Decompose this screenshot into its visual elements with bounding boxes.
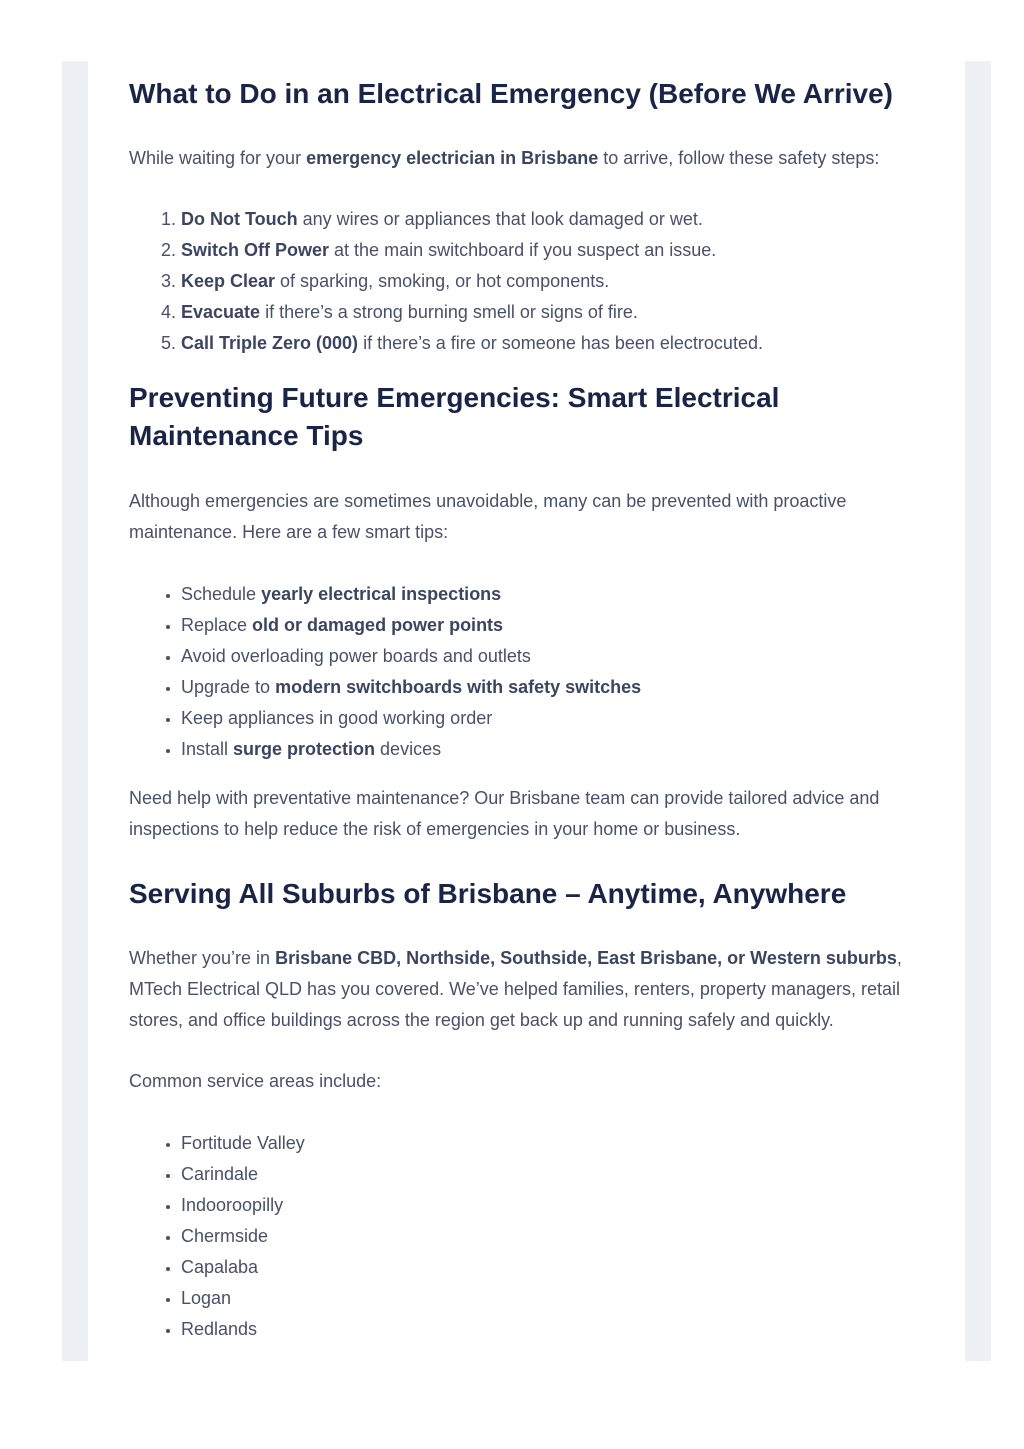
maintenance-tip <box>181 641 929 672</box>
safety-step-title: Evacuate <box>181 302 261 322</box>
safety-step <box>181 204 929 235</box>
heading-preventing: Preventing Future Emergencies: Smart Electrical Maintenance Tips <box>129 382 780 451</box>
safety-step-title: Keep Clear <box>181 271 276 291</box>
tip-bold: surge protection <box>233 739 376 759</box>
safety-step <box>181 266 929 297</box>
service-area-item: • Redlands <box>181 1314 929 1345</box>
maintenance-tip <box>181 579 929 610</box>
tip-text-end: devices <box>375 739 442 759</box>
tip-bold: old or damaged power points <box>252 615 504 635</box>
emergency-intro-paragraph <box>129 143 929 174</box>
maintenance-tips-list <box>129 579 929 765</box>
emergency-intro-bold: emergency electrician in Brisbane <box>306 148 599 168</box>
maintenance-help-paragraph: Need help with preventative maintenance? Our Brisbane team can provide tailored advice and inspections to help reduce the risk of emergencies in your home or business. <box>129 788 880 839</box>
serving-paragraph <box>129 943 929 1036</box>
tip-text: Avoid overloading power boards and outlets <box>181 646 531 666</box>
service-area-item: • Capalaba <box>181 1252 929 1283</box>
safety-step <box>181 328 929 359</box>
maintenance-tip <box>181 610 929 641</box>
safety-step-title: Switch Off Power <box>181 240 330 260</box>
tip-text: Upgrade to <box>181 677 276 697</box>
service-areas-list <box>129 1128 929 1345</box>
safety-step-text: of sparking, smoking, or hot components. <box>275 271 610 291</box>
safety-step-title: Do Not Touch <box>181 209 298 229</box>
tip-text: Install <box>181 739 234 759</box>
page-side-strip-right <box>965 61 991 1361</box>
serving-areas-bold: Brisbane CBD, Northside, Southside, East Brisbane, or Western suburbs <box>275 948 897 968</box>
maintenance-tip <box>181 703 929 734</box>
safety-step-text: if there’s a strong burning smell or signs of fire. <box>260 302 638 322</box>
maintenance-tip <box>181 734 929 765</box>
article-content <box>129 70 929 1345</box>
safety-step-text: at the main switchboard if you suspect an issue. <box>329 240 717 260</box>
tip-bold: modern switchboards with safety switches <box>275 677 642 697</box>
serving-text-end: , MTech Electrical QLD has you covered. We’ve helped families, renters, property managers, retail stores, and office buildings across the region get back up and running safely and quickly. <box>129 948 902 1030</box>
service-area-item: • Indooroopilly <box>181 1190 929 1221</box>
safety-step <box>181 235 929 266</box>
safety-steps-list <box>129 204 929 359</box>
emergency-intro-text-end: to arrive, follow these safety steps: <box>598 148 880 168</box>
service-areas-intro: Common service areas include: <box>129 1071 382 1091</box>
heading-serving: Serving All Suburbs of Brisbane – Anytime, Anywhere <box>129 878 847 909</box>
tip-text: Schedule <box>181 584 262 604</box>
service-area-item: • Fortitude Valley <box>181 1128 929 1159</box>
safety-step <box>181 297 929 328</box>
page-side-strip-left <box>62 61 88 1361</box>
maintenance-tip <box>181 672 929 703</box>
heading-emergency: What to Do in an Electrical Emergency (Before We Arrive) <box>129 78 893 109</box>
service-area-item: • Chermside <box>181 1221 929 1252</box>
service-area-item: • Carindale <box>181 1159 929 1190</box>
emergency-intro-text: While waiting for your <box>129 148 307 168</box>
safety-step-text: if there’s a fire or someone has been electrocuted. <box>358 333 763 353</box>
tip-text: Replace <box>181 615 253 635</box>
service-area-item: • Logan <box>181 1283 929 1314</box>
safety-step-text: any wires or appliances that look damaged or wet. <box>297 209 703 229</box>
tip-text: Keep appliances in good working order <box>181 708 493 728</box>
serving-text: Whether you’re in <box>129 948 276 968</box>
safety-step-title: Call Triple Zero (000) <box>181 333 359 353</box>
preventing-intro-paragraph: Although emergencies are sometimes unavoidable, many can be prevented with proactive maintenance. Here are a few smart tips: <box>129 491 847 542</box>
tip-bold: yearly electrical inspections <box>261 584 502 604</box>
